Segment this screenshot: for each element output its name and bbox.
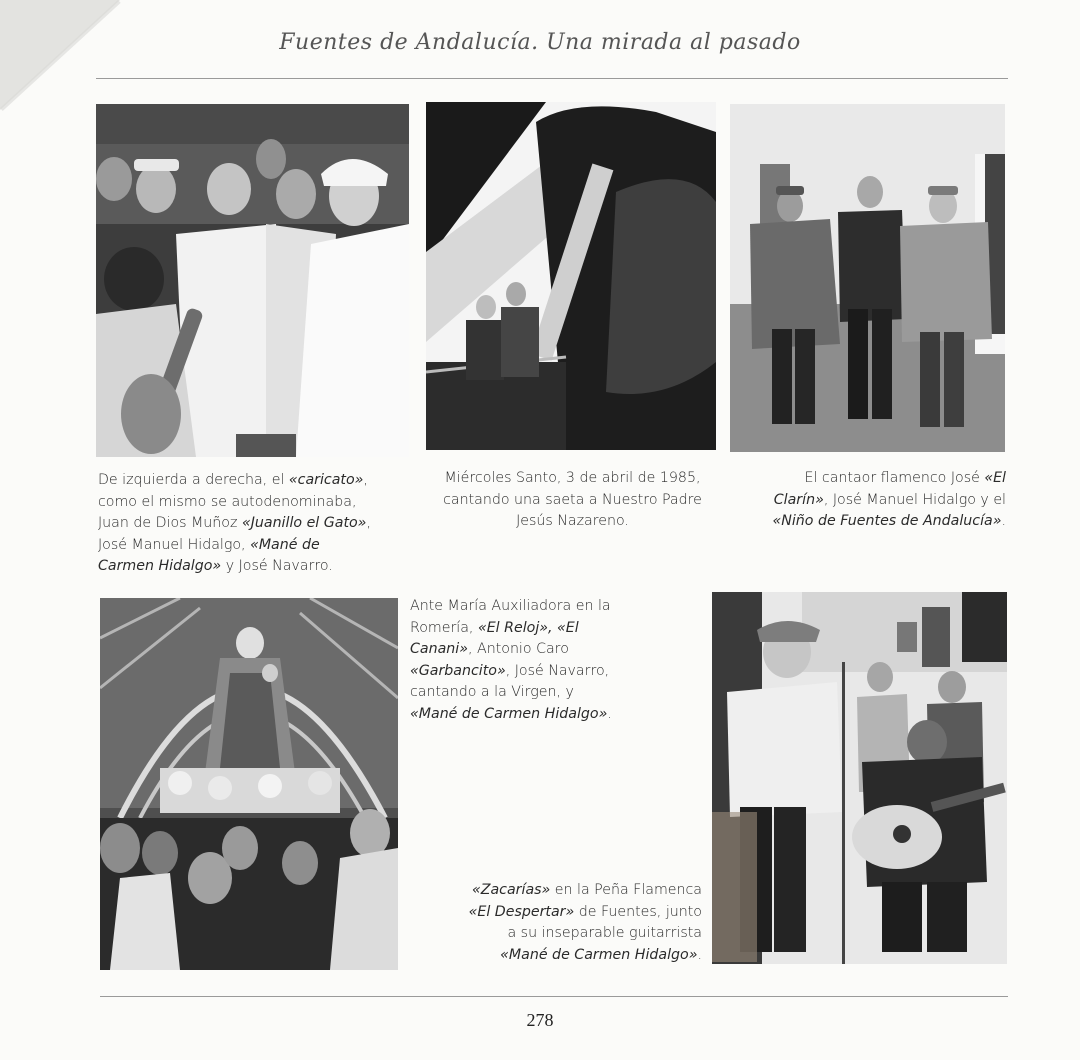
footer-rule — [100, 996, 1008, 997]
caption-photo-5 — [410, 880, 702, 966]
caption-line: Miércoles Santo, 3 de abril de 1985, — [444, 470, 701, 486]
caption-line: cantando una saeta a Nuestro Padre — [443, 491, 702, 508]
caption-line: De izquierda a derecha, el «caricato», — [98, 472, 368, 488]
caption-line: Canani», Antonio Caro — [410, 641, 569, 657]
caption-line: cantando a la Virgen, y — [410, 684, 574, 700]
header-rule — [96, 78, 1008, 79]
caption-line: Romería, «El Reloj», «El — [410, 619, 579, 636]
caption-photo-3 — [720, 468, 1006, 533]
caption-line: Juan de Dios Muñoz «Juanillo el Gato», — [98, 515, 371, 531]
page-number: 278 — [526, 1010, 554, 1030]
photo-group-with-guitarist — [96, 104, 409, 457]
caption-line: Carmen Hidalgo» y José Navarro. — [98, 558, 333, 574]
running-header: Fuentes de Andalucía. Una mirada al pasado — [279, 30, 801, 55]
caption-photo-1 — [98, 470, 418, 578]
photo-zacarias-guitarist — [712, 592, 1007, 964]
caption-line: «Mané de Carmen Hidalgo». — [410, 705, 612, 722]
caption-line: «Garbancito», José Navarro, — [410, 662, 610, 679]
caption-line: Clarín», José Manuel Hidalgo y el — [773, 491, 1006, 508]
photo-three-men-street — [730, 104, 1005, 452]
caption-photo-2 — [420, 468, 725, 533]
caption-line: El cantaor flamenco José «El — [804, 470, 1006, 486]
photo-procession-saeta — [426, 102, 716, 450]
photo-virgin-romeria — [100, 598, 398, 970]
caption-line: como el mismo se autodenominaba, — [98, 493, 357, 510]
caption-line: Ante María Auxiliadora en la — [410, 598, 611, 614]
caption-line: Jesús Nazareno. — [516, 513, 629, 529]
caption-photo-4 — [410, 596, 700, 725]
caption-line: a su inseparable guitarrista — [507, 925, 702, 941]
caption-line: «El Despertar» de Fuentes, junto — [468, 903, 702, 920]
caption-line: «Niño de Fuentes de Andalucía». — [772, 513, 1006, 529]
caption-line: «Zacarías» en la Peña Flamenca — [472, 882, 702, 898]
caption-line: José Manuel Hidalgo, «Mané de — [98, 536, 320, 553]
caption-line: «Mané de Carmen Hidalgo». — [500, 946, 702, 963]
